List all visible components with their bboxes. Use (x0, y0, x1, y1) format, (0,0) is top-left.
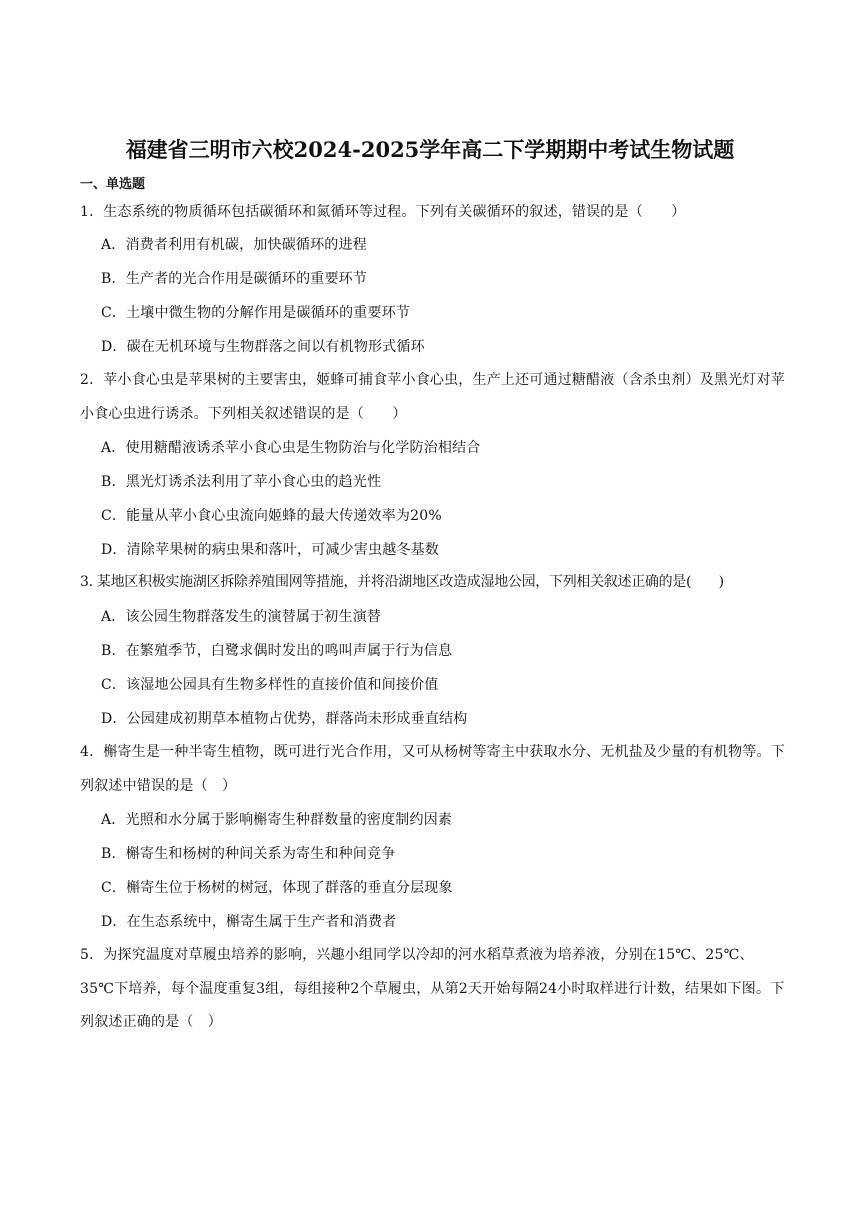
document-title: 福建省三明市六校2024-2025学年高二下学期期中考试生物试题 (125, 137, 735, 162)
question-2-stem: 2．苹小食心虫是苹果树的主要害虫，姬蜂可捕食苹小食心虫，生产上还可通过糖醋液（含杀虫剂）及黑光灯对苹小食心虫进行诱杀。下列相关叙述错误的是（ ） (80, 372, 785, 422)
question-4-option-a: A．光照和水分属于影响槲寄生种群数量的密度制约因素 (101, 812, 453, 828)
question-3-option-a: A．该公园生物群落发生的演替属于初生演替 (101, 609, 382, 625)
question-4-option-d: D．在生态系统中，槲寄生属于生产者和消费者 (101, 914, 397, 930)
question-3-option-d: D．公园建成初期草本植物占优势，群落尚未形成垂直结构 (101, 711, 468, 727)
question-2-option-c: C．能量从苹小食心虫流向姬蜂的最大传递效率为20% (101, 508, 442, 524)
question-2-option-a: A．使用糖醋液诱杀苹小食心虫是生物防治与化学防治相结合 (101, 440, 481, 456)
section-heading: 一、单选题 (80, 177, 146, 192)
question-1-option-d: D．碳在无机环境与生物群落之间以有机物形式循环 (101, 339, 425, 355)
question-4-option-b: B．槲寄生和杨树的种间关系为寄生和种间竞争 (101, 846, 396, 862)
question-2-option-d: D．清除苹果树的病虫果和落叶，可减少害虫越冬基数 (101, 542, 440, 558)
question-5-stem: 5．为探究温度对草履虫培养的影响，兴趣小组同学以冷却的河水稻草煮液为培养液，分别在15℃、25℃、35℃下培养，每个温度重复3组，每组接种2个草履虫，从第2天开始每隔24小时取样进行计数，结果如下图。下列叙述正确的是（ ） (80, 947, 785, 1030)
question-3-option-c: C．该湿地公园具有生物多样性的直接价值和间接价值 (101, 677, 439, 693)
question-3-option-b: B．在繁殖季节，白鹭求偶时发出的鸣叫声属于行为信息 (101, 643, 453, 659)
question-2-option-b: B．黑光灯诱杀法利用了苹小食心虫的趋光性 (101, 474, 382, 490)
question-3-stem: 3. 某地区积极实施湖区拆除养殖围网等措施，并将沿湖地区改造成湿地公园，下列相关叙述正确的是( ) (80, 574, 724, 590)
question-1-option-c: C．土壤中微生物的分解作用是碳循环的重要环节 (101, 305, 411, 321)
question-1-option-a: A．消费者利用有机碳，加快碳循环的进程 (101, 237, 367, 253)
question-4-stem: 4．槲寄生是一种半寄生植物，既可进行光合作用，又可从杨树等寄主中获取水分、无机盐及少量的有机物等。下列叙述中错误的是（ ） (80, 744, 785, 794)
question-1-option-b: B．生产者的光合作用是碳循环的重要环节 (101, 271, 368, 287)
question-1-stem: 1．生态系统的物质循环包括碳循环和氮循环等过程。下列有关碳循环的叙述，错误的是（ ） (80, 204, 686, 220)
question-4-option-c: C．槲寄生位于杨树的树冠，体现了群落的垂直分层现象 (101, 880, 453, 896)
